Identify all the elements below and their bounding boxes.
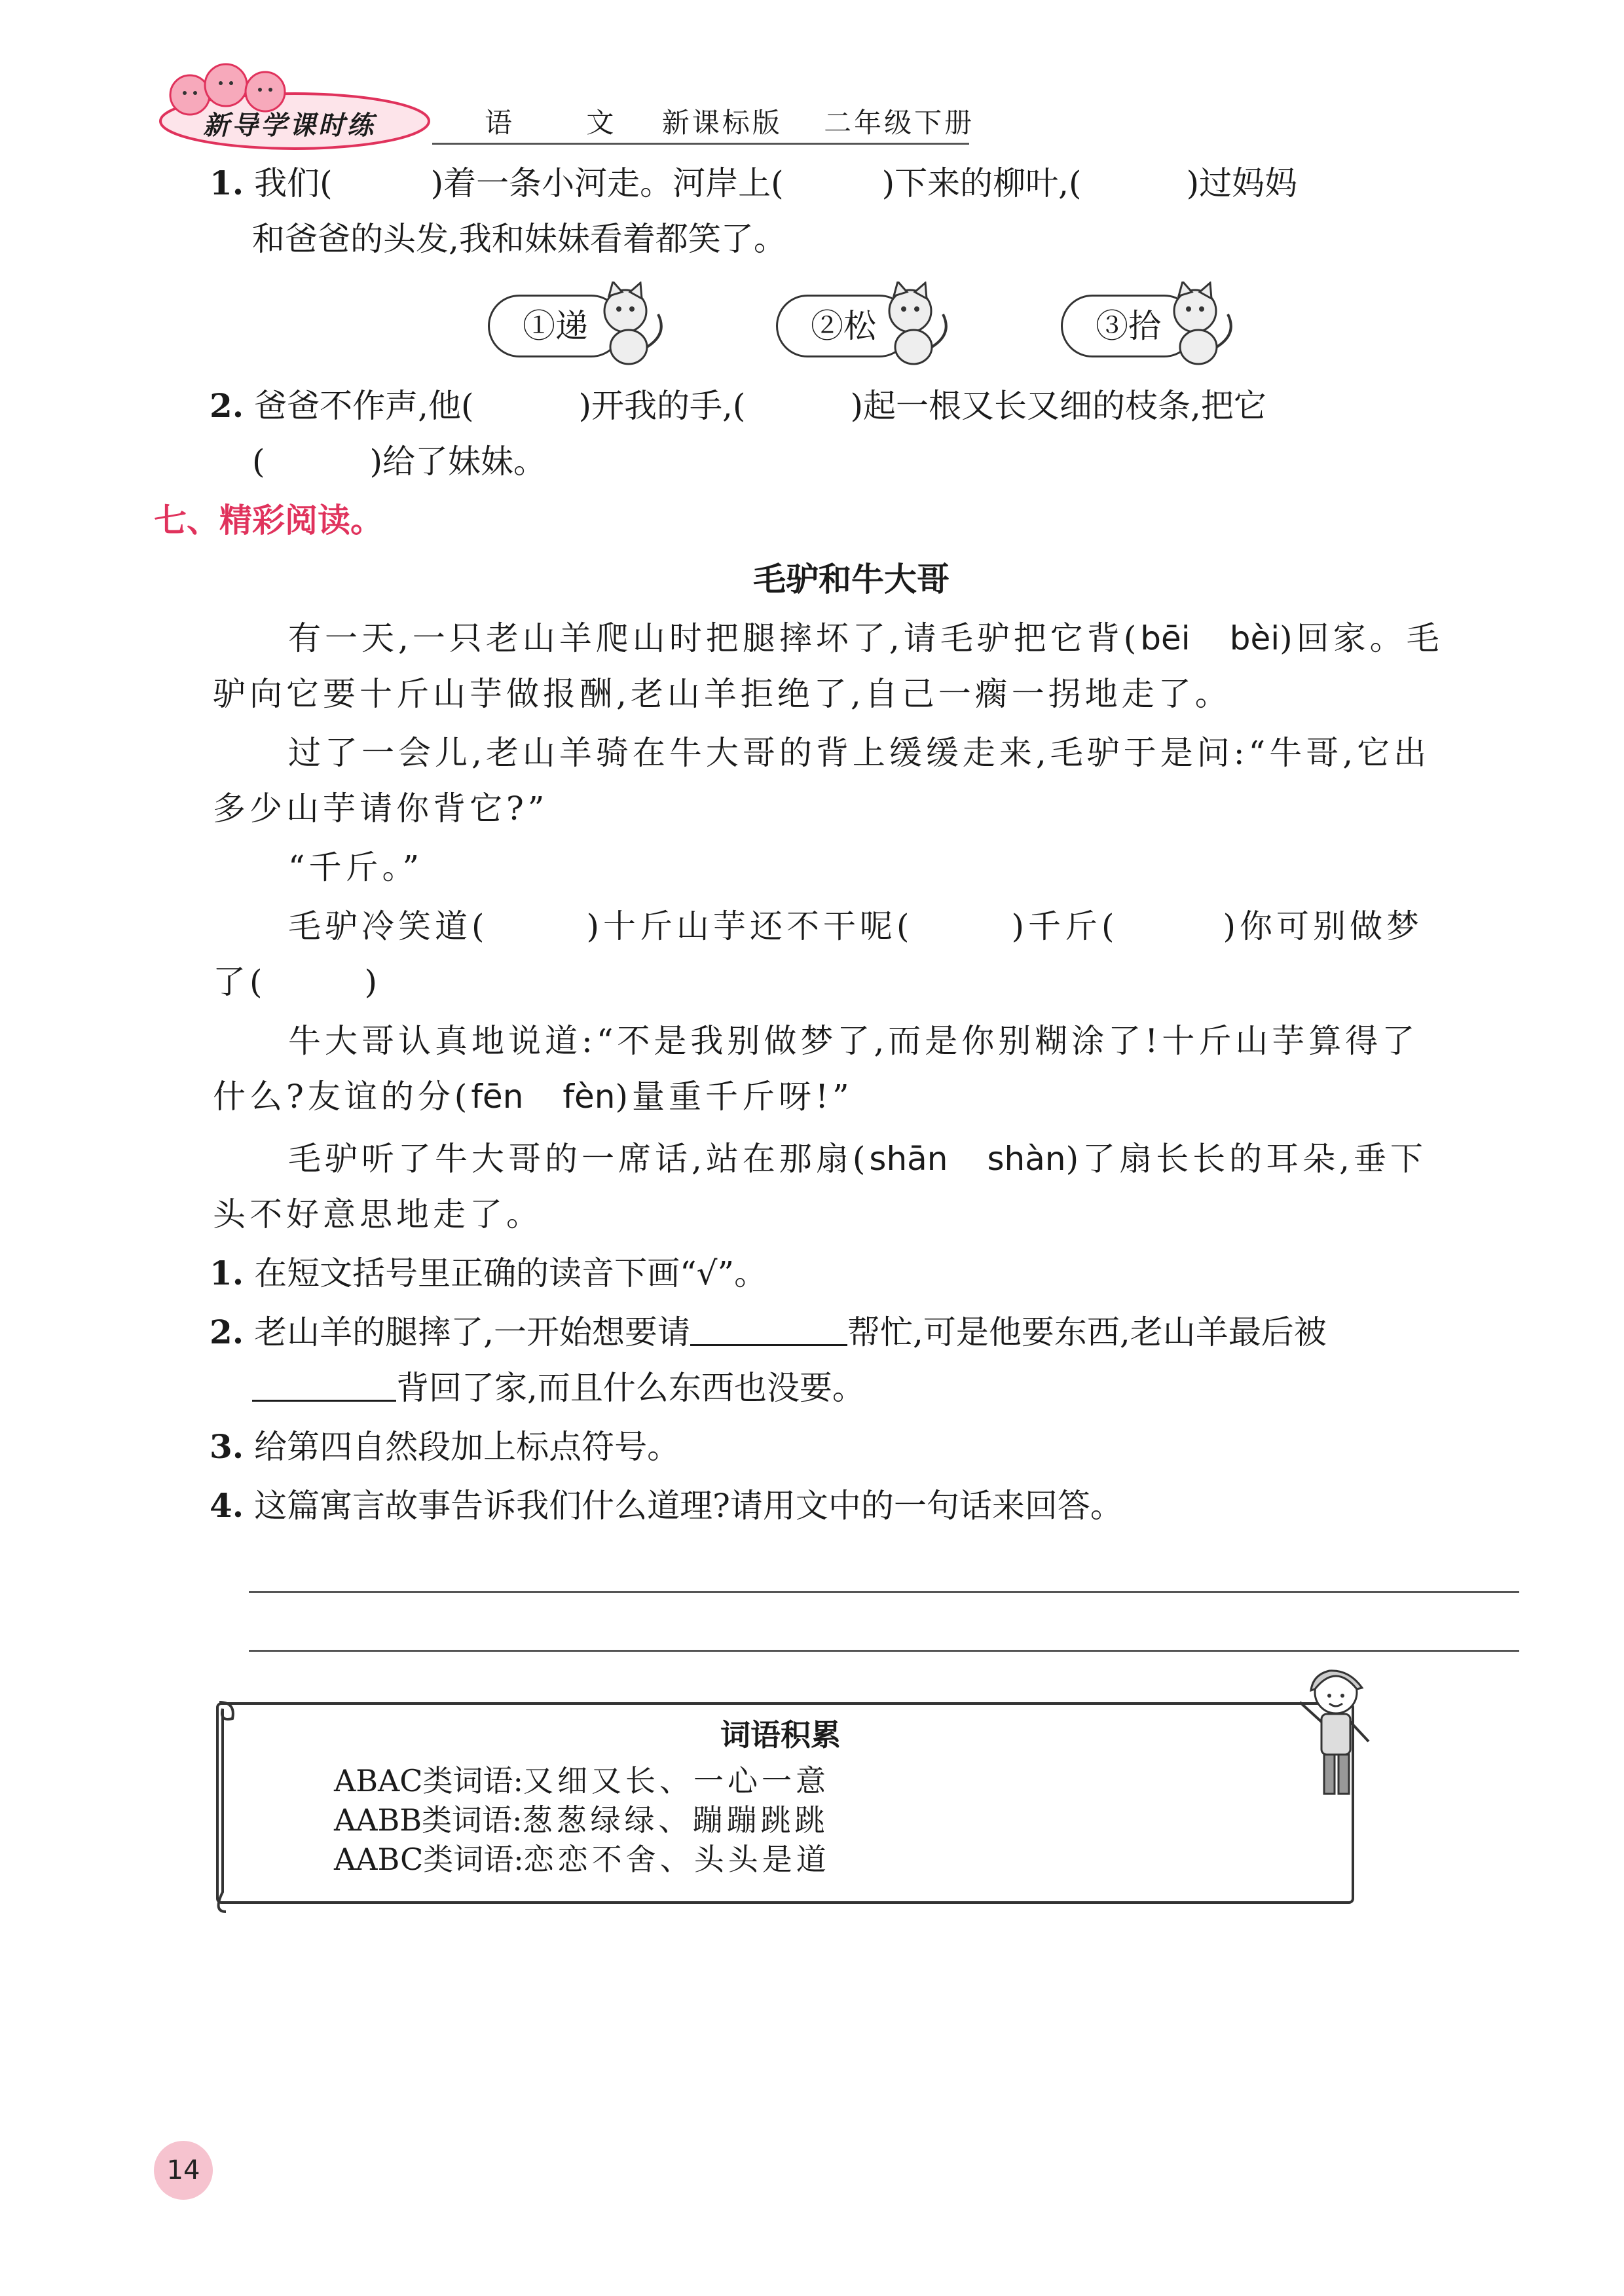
story-p6-line2: 头不好意思地走了。 (213, 1195, 543, 1233)
story-p6-line1: 毛驴听了牛大哥的一席话,站在那扇(shān shàn)了扇长长的耳朵,垂下 (288, 1140, 1427, 1178)
story-p4-line1: 毛驴冷笑道( )十斤山芋还不干呢( )千斤( )你可别做梦 (288, 907, 1424, 945)
vocab-words: 葱葱绿绿、蹦蹦跳跳 (522, 1802, 829, 1838)
vocab-label: AABC类词语: (334, 1842, 524, 1877)
brand-title: 新导学课时练 (203, 110, 376, 141)
vocab-words: 恋恋不舍、头头是道 (523, 1842, 830, 1877)
fill-blank[interactable] (252, 1370, 396, 1402)
story-p1-line2: 驴向它要十斤山芋做报酬,老山羊拒绝了,自己一瘸一拐地走了。 (213, 675, 1232, 713)
vocab-row (334, 1761, 830, 1800)
answer-line[interactable] (249, 1650, 1519, 1652)
story-p4-line2: 了( ) (213, 963, 382, 1001)
part6-q2-line1: 2. 爸爸不作声,他( )开我的手,( )起一根又长又细的枝条,把它 (210, 386, 1266, 425)
vocab-title: 词语积累 (720, 1717, 841, 1753)
grade: 二年级下册 (824, 107, 975, 139)
subject-char-1: 语 (485, 107, 513, 139)
fill-blank[interactable] (690, 1314, 847, 1346)
option-chip-1: ①递 (488, 295, 623, 357)
vocab-words: 又细又长、一心一意 (523, 1763, 830, 1798)
header-subject (485, 101, 974, 141)
vocab-label: ABAC类词语: (334, 1763, 523, 1798)
edition: 新课标版 (661, 107, 783, 139)
header-divider (432, 143, 969, 145)
story-p1-line1: 有一天,一只老山羊爬山时把腿摔坏了,请毛驴把它背(bēi bèi)回家。毛 (288, 619, 1443, 657)
part6-q1-line2: 和爸爸的头发,我和妹妹看着都笑了。 (252, 220, 786, 258)
part6-q2-line2: ( )给了妹妹。 (252, 443, 547, 481)
part6-q1-line1: 1. 我们( )着一条小河走。河岸上( )下来的柳叶,( )过妈妈 (210, 164, 1298, 202)
vocab-row (334, 1800, 829, 1840)
question-2-line1: 2. 老山羊的腿摔了,一开始想要请 帮忙,可是他要东西,老山羊最后被 (210, 1313, 1327, 1351)
cat-icon (1159, 282, 1244, 367)
story-p3: “千斤。” (288, 848, 424, 886)
option-chip-3: ③拾 (1061, 295, 1196, 357)
page-number: 14 (154, 2141, 213, 2200)
story-title: 毛驴和牛大哥 (753, 560, 950, 598)
question-4: 4. 这篇寓言故事告诉我们什么道理?请用文中的一句话来回答。 (210, 1486, 1123, 1525)
story-p5-line2: 什么?友谊的分(fēn fèn)量重千斤呀!” (213, 1078, 853, 1116)
scroll-curl-icon (206, 1696, 239, 1918)
section-heading: 七、精彩阅读。 (154, 501, 383, 539)
cat-icon (589, 282, 674, 367)
vocab-label: AABB类词语: (334, 1802, 523, 1838)
question-3: 3. 给第四自然段加上标点符号。 (210, 1427, 680, 1466)
story-p5-line1: 牛大哥认真地说道:“不是我别做梦了,而是你别糊涂了!十斤山芋算得了 (288, 1022, 1419, 1060)
story-p2-line1: 过了一会儿,老山羊骑在牛大哥的背上缓缓走来,毛驴于是问:“牛哥,它出 (288, 734, 1431, 772)
cat-icon (874, 282, 959, 367)
vocab-row (334, 1840, 830, 1879)
question-1: 1. 在短文括号里正确的读音下画“√”。 (210, 1254, 767, 1292)
option-chip-2: ②松 (776, 295, 911, 357)
subject-char-2: 文 (586, 107, 614, 139)
question-2-line2: 背回了家,而且什么东西也没要。 (252, 1368, 865, 1408)
answer-line[interactable] (249, 1591, 1519, 1593)
boy-cartoon-icon (1290, 1663, 1382, 1807)
story-p2-line2: 多少山芋请你背它?” (213, 790, 549, 828)
header-logo (151, 59, 439, 151)
